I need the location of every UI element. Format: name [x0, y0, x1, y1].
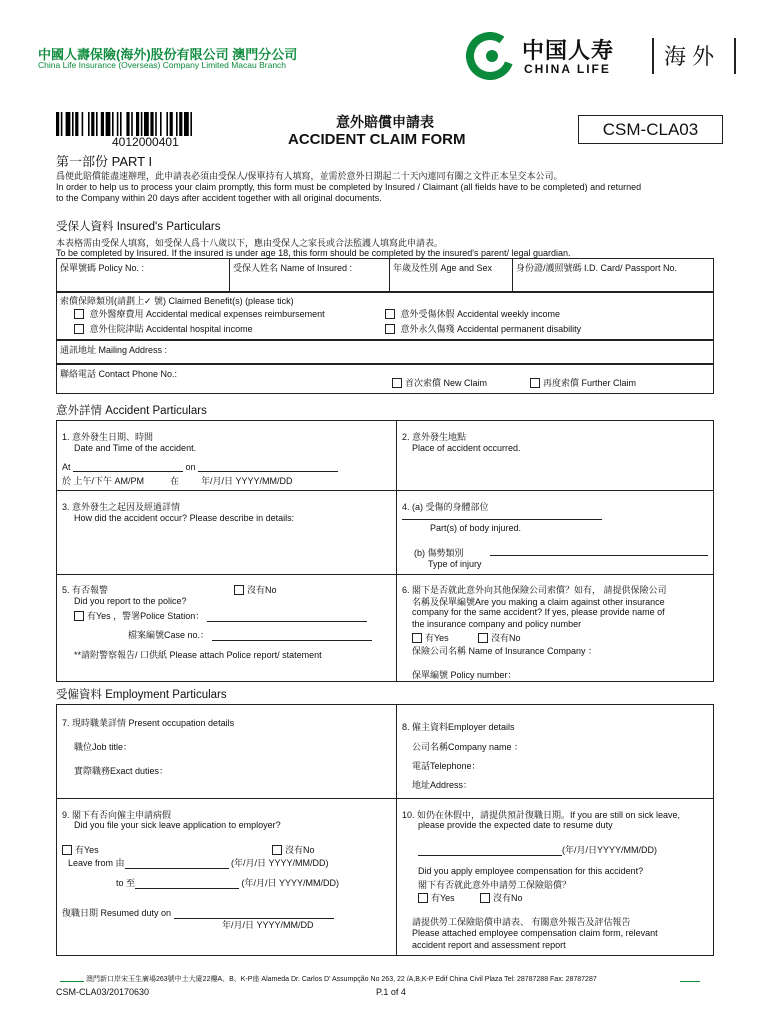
leave-to: to 至 (年/月/日 YYYY/MM/DD)	[116, 878, 340, 888]
q10-comp-en: Did you apply employee compensation for this accident?	[418, 866, 644, 876]
checkbox[interactable]	[62, 845, 72, 855]
logo-text-cn: 中国人寿	[522, 38, 615, 63]
duties-field[interactable]: 實際職務Exact duties：	[74, 766, 169, 776]
id-card-field[interactable]: 身份證/護照號碼 I.D. Card/ Passport No.	[516, 263, 678, 273]
checkbox[interactable]	[272, 845, 282, 855]
q9-label-en: Did you file your sick leave application to employer?	[74, 820, 281, 830]
q9-label-cn: 9. 閣下有否向僱主申請病假	[62, 810, 172, 820]
q6-line4: the insurance company and policy number	[412, 619, 582, 629]
policy-no-field[interactable]: 保單號碼 Policy No. :	[60, 263, 145, 273]
part-title: 第一部份 PART I	[56, 154, 153, 169]
q3-label-en: How did the accident occur? Please describe in details:	[74, 513, 295, 523]
q10-attach-en2: accident report and assessment report	[412, 940, 566, 950]
intro-en-2: to the Company within 20 days after accident together with all original documents.	[56, 193, 382, 203]
q10-attach-cn: 請提供勞工保險賠償申請表、 有關意外報告及評估報告	[412, 917, 631, 927]
logo-text-en: CHINA LIFE	[524, 62, 611, 76]
form-version: CSM-CLA03/20170630	[56, 987, 150, 997]
time-input[interactable]	[73, 471, 183, 472]
phone-field[interactable]: 聯絡電話 Contact Phone No.:	[60, 369, 178, 379]
checkbox[interactable]	[385, 309, 395, 319]
accident-table	[56, 420, 714, 682]
job-title-field[interactable]: 職位Job title：	[74, 742, 133, 752]
insurance-company-field[interactable]: 保險公司名稱 Name of Insurance Company ：	[412, 646, 598, 656]
benefit-title: 索償保障類別(請劃上✓ 號) Claimed Benefit(s) (please tick)	[60, 296, 294, 306]
checkbox[interactable]	[234, 585, 244, 595]
q5-no-option[interactable]: 沒有No	[234, 583, 277, 596]
logo-divider-right	[734, 38, 736, 74]
q5-attach-note: **請附警察報告/ 口供紙 Please attach Police report/ statement	[74, 650, 322, 660]
q4-label-cn: 4. (a) 受傷的身體部位	[402, 502, 489, 512]
q4-part-label: Part(s) of body injured.	[430, 523, 522, 533]
insured-note-en: To be completed by Insured. If the insured is under age 18, this form should be completed by the insured's parent/ legal guardian.	[56, 248, 571, 258]
form-code: CSM-CLA03	[602, 120, 699, 139]
case-no-input[interactable]	[212, 640, 372, 641]
q5-label-cn: 5. 有否報警	[62, 585, 109, 595]
q10-line1: 10. 如仍在休假中，請提供預計復職日期。If you are still on sick leave,	[402, 810, 681, 820]
company-name-cn: 中國人壽保險(海外)股份有限公司 澳門分公司	[38, 47, 298, 62]
new-claim-option[interactable]: 首次索償 New Claim	[392, 376, 487, 389]
injury-type-input[interactable]	[490, 555, 708, 556]
intro-cn: 爲便此賠償能盡速辦理，此申請表必須由受保人/保單持有人填寫，並需於意外日期起二十天內連同有關之文件正本呈交本公司。	[56, 171, 563, 181]
leave-to-input[interactable]	[135, 888, 239, 889]
checkbox[interactable]	[74, 309, 84, 319]
q4-type-label: Type of injury	[428, 559, 482, 569]
expected-resume-input[interactable]	[418, 855, 562, 856]
checkbox[interactable]	[74, 611, 84, 621]
barcode-number: 4012000401	[112, 135, 179, 149]
q6-line1: 6. 閣下是否就此意外向其他保險公司索償？如有， 請提供保險公司	[402, 585, 667, 595]
insured-section-title: 受保人資料 Insured's Particulars	[56, 221, 221, 233]
company-name-field[interactable]: 公司名稱Company name ：	[412, 742, 524, 752]
accident-section-title: 意外詳情 Accident Particulars	[56, 405, 207, 417]
q5-label-en: Did you report to the police?	[74, 596, 187, 606]
q8-label: 8. 僱主資料Employer details	[402, 722, 515, 732]
page-number: P.1 of 4	[376, 987, 406, 997]
logo-overseas: 海 外	[664, 44, 715, 69]
q7-label: 7. 現時職業詳情 Present occupation details	[62, 718, 235, 728]
employment-section-title: 受僱資料 Employment Particulars	[56, 689, 227, 701]
q3-label-cn: 3. 意外發生之起因及經過詳情	[62, 502, 181, 512]
q6-no-option[interactable]: 沒有No	[478, 631, 521, 644]
q10-yes-option[interactable]: 有Yes	[418, 891, 455, 904]
q10-no-option[interactable]: 沒有No	[480, 891, 523, 904]
q1-label-cn: 1. 意外發生日期、時間	[62, 432, 154, 442]
leave-from: Leave from 由 (年/月/日 YYYY/MM/DD)	[68, 858, 329, 868]
q9-no-option[interactable]: 沒有No	[272, 843, 315, 856]
q6-yes-option[interactable]: 有Yes	[412, 631, 449, 644]
china-life-logo-icon	[466, 32, 514, 80]
q6-line3: company for the same accident? If yes, please provide name of	[412, 607, 665, 617]
q5-case: 檔案編號Case no.：	[128, 628, 372, 641]
barcode	[56, 112, 248, 136]
q1-label-en: Date and Time of the accident.	[74, 443, 197, 453]
body-part-input[interactable]	[402, 519, 602, 520]
telephone-field[interactable]: 電話Telephone：	[412, 761, 481, 771]
q10-date: (年/月/日YYYY/MM/DD)	[418, 843, 657, 856]
checkbox[interactable]	[74, 324, 84, 334]
benefit-hospital[interactable]: 意外住院津貼 Accidental hospital income	[74, 322, 253, 335]
intro-en-1: In order to help us to process your claim promptly, this form must be completed by Insured / Claimant (all fields have to be completed) and returned	[56, 182, 642, 192]
checkbox[interactable]	[478, 633, 488, 643]
q1-format: 於 上午/下午 AM/PM 在 年/月/日 YYYY/MM/DD	[62, 476, 293, 486]
age-sex-field[interactable]: 年歲及性別 Age and Sex	[393, 263, 493, 273]
policy-number-field[interactable]: 保單編號 Policy number：	[412, 670, 517, 680]
address-field[interactable]: 地址Address：	[412, 780, 473, 790]
resume-duty: 復職日期 Resumed duty on	[62, 906, 334, 919]
q9-yes-option[interactable]: 有Yes	[62, 843, 99, 856]
logo-divider	[652, 38, 654, 74]
benefit-disability[interactable]: 意外永久傷殘 Accidental permanent disability	[385, 322, 581, 335]
checkbox[interactable]	[412, 633, 422, 643]
q1-at: At on	[62, 462, 338, 472]
benefit-medical[interactable]: 意外醫療費用 Accidental medical expenses reimbursement	[74, 307, 325, 320]
form-code-box	[578, 115, 723, 144]
insured-name-field[interactable]: 受保人姓名 Name of Insured :	[233, 263, 353, 273]
q10-line2: please provide the expected date to resume duty	[418, 820, 613, 830]
further-claim-option[interactable]: 再度索償 Further Claim	[530, 376, 636, 389]
date-input[interactable]	[198, 471, 338, 472]
q10-comp-cn: 閣下有否就此意外申請勞工保險賠償？	[418, 880, 572, 890]
mailing-address-field[interactable]: 通訊地址 Mailing Address :	[60, 345, 168, 355]
q4b-label: (b) 傷勢類別	[414, 548, 464, 558]
footer-address: 澳門新口岸宋玉生廣場263號中土大廈22樓A、B、K-P座 Alameda Dr. Carlos D' Assumpção No 263, 22 /A,B,K-P Edif China Civil Plaza Tel: 28787288 Fax: 28787287	[86, 976, 597, 983]
checkbox[interactable]	[418, 893, 428, 903]
q10-attach-en1: Please attached employee compensation claim form, relevant	[412, 928, 658, 938]
q6-line2: 名稱及保單編號Are you making a claim against other insurance	[412, 597, 665, 607]
checkbox[interactable]	[530, 378, 540, 388]
form-title-cn: 意外賠償申請表	[336, 114, 434, 130]
resume-date-format: 年/月/日 YYYY/MM/DD	[222, 920, 314, 930]
leave-from-input[interactable]	[125, 868, 229, 869]
police-station-input[interactable]	[207, 621, 367, 622]
checkbox[interactable]	[392, 378, 402, 388]
q5-yes-option[interactable]: 有Yes ，警署Police Station：	[74, 609, 367, 622]
checkbox[interactable]	[385, 324, 395, 334]
q2-label-cn: 2. 意外發生地點	[402, 432, 467, 442]
q2-label-en: Place of accident occurred.	[412, 443, 521, 453]
benefit-weekly[interactable]: 意外受傷休假 Accidental weekly income	[385, 307, 560, 320]
form-title-en: ACCIDENT CLAIM FORM	[288, 131, 466, 148]
checkbox[interactable]	[480, 893, 490, 903]
company-name-en: China Life Insurance (Overseas) Company Limited Macau Branch	[38, 60, 287, 70]
insured-note-cn: 本表格需由受保人填寫，如受保人爲十八歲以下，應由受保人之家長或合法監護人填寫此申請表。	[56, 238, 444, 248]
